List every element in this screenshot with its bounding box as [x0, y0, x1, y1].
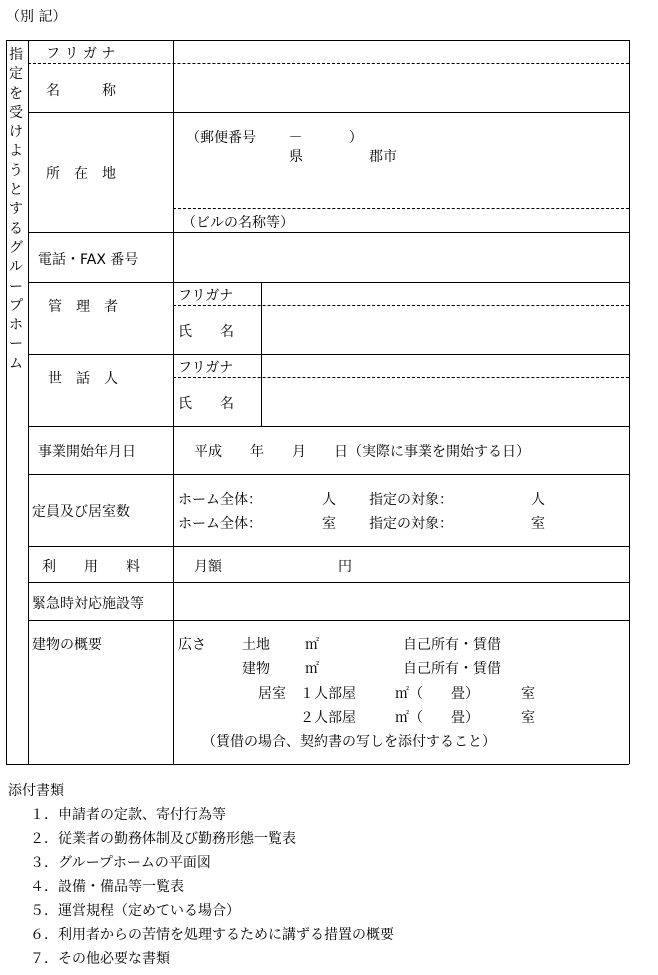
- vertical-label-char: ー: [9, 336, 23, 353]
- building-building-sqm: ㎡: [305, 661, 319, 677]
- row-divider: [28, 112, 629, 113]
- capacity-target-people-label: 指定の対象：: [369, 492, 453, 508]
- row-divider: [28, 546, 629, 547]
- dashed-divider: [28, 63, 629, 64]
- vertical-label-char: ホ: [9, 317, 23, 334]
- attachment-item: １．申請者の定款、寄付行為等: [30, 807, 226, 823]
- vertical-label-char: す: [9, 201, 23, 218]
- building-land-label: 土地: [242, 637, 270, 653]
- building-double-room-label: ２人部屋: [300, 710, 356, 726]
- capacity-home-people-label: ホーム全体：: [178, 492, 262, 508]
- table-border-bottom: [6, 764, 629, 765]
- building-building-ownership: 自己所有・賃借: [403, 661, 501, 677]
- capacity-label: 定員及び居室数: [32, 504, 130, 520]
- start-date-value: 平成 年 月 日（実際に事業を開始する日）: [194, 444, 530, 460]
- start-date-label: 事業開始年月日: [38, 444, 136, 460]
- attachment-item: ５．運営規程（定めている場合）: [30, 903, 240, 919]
- attachment-item: ２．従業者の勤務体制及び勤務形態一覧表: [30, 831, 296, 847]
- vertical-label-char: ー: [9, 278, 23, 295]
- building-double-room-unit: 室: [521, 710, 535, 726]
- fee-monthly-label: 月額: [194, 559, 222, 575]
- attachments-title: 添付書類: [8, 783, 64, 799]
- furigana-label: フ リ ガ ナ: [46, 46, 116, 62]
- building-land-ownership: 自己所有・賃借: [403, 637, 501, 653]
- building-size-label: 広さ: [178, 637, 206, 653]
- building-single-room-sqm: ㎡（ 畳）: [395, 686, 479, 702]
- vertical-label-char: 定: [9, 66, 23, 83]
- vertical-label-group-home: [6, 46, 26, 374]
- column-divider-label: [173, 40, 174, 764]
- building-single-room-unit: 室: [521, 686, 535, 702]
- postal-code-field: （郵便番号 － ）: [186, 130, 363, 146]
- row-divider: [28, 620, 629, 621]
- building-room-label: 居室: [258, 686, 286, 702]
- vertical-label-char: グ: [9, 239, 23, 256]
- caretaker-label: 世 話 人: [48, 371, 118, 387]
- prefecture-label: 県: [289, 149, 303, 165]
- building-building-label: 建物: [242, 661, 270, 677]
- building-land-sqm: ㎡: [305, 637, 319, 653]
- capacity-home-rooms-unit: 室: [322, 516, 336, 532]
- building-lease-note: （賃借の場合、契約書の写しを添付すること）: [202, 734, 496, 750]
- building-overview-label: 建物の概要: [32, 637, 102, 653]
- phone-fax-label: 電話・FAX 番号: [38, 252, 139, 268]
- vertical-label-char: 指: [9, 47, 23, 63]
- address-label: 所 在 地: [46, 166, 116, 182]
- city-label: 郡市: [369, 149, 397, 165]
- emergency-facility-label: 緊急時対応施設等: [32, 596, 144, 612]
- vertical-label-char: る: [9, 220, 23, 237]
- attachment-item: ４．設備・備品等一覧表: [30, 879, 184, 895]
- dashed-divider: [173, 208, 629, 209]
- vertical-label-char: 受: [9, 104, 23, 121]
- attachment-item: ３．グループホームの平面図: [30, 855, 211, 871]
- table-border-top: [6, 40, 629, 41]
- manager-furigana-label: フリガナ: [178, 288, 234, 304]
- row-divider: [28, 354, 629, 355]
- attachment-item: ７．その他必要な書類: [30, 951, 170, 967]
- capacity-target-people-unit: 人: [531, 492, 545, 508]
- manager-label: 管 理 者: [48, 299, 118, 315]
- capacity-target-rooms-unit: 室: [531, 516, 545, 532]
- column-divider-vertical-label: [28, 40, 29, 764]
- building-double-room-sqm: ㎡（ 畳）: [395, 710, 479, 726]
- vertical-label-char: け: [9, 124, 23, 141]
- fee-unit: 円: [338, 559, 352, 575]
- building-name-field: （ビルの名称等）: [182, 215, 294, 231]
- dashed-divider: [173, 377, 629, 378]
- capacity-target-rooms-label: 指定の対象：: [369, 516, 453, 532]
- capacity-home-rooms-label: ホーム全体：: [178, 516, 262, 532]
- manager-name-label: 氏 名: [178, 324, 234, 340]
- vertical-label-char: う: [9, 162, 23, 179]
- caretaker-name-label: 氏 名: [178, 396, 234, 412]
- vertical-label-char: ル: [9, 259, 23, 276]
- vertical-label-char: を: [9, 85, 23, 102]
- capacity-home-people-unit: 人: [322, 492, 336, 508]
- table-border-right: [629, 40, 630, 764]
- attachment-item: ６．利用者からの苦情を処理するために講ずる措置の概要: [30, 927, 394, 943]
- dashed-divider: [173, 305, 629, 306]
- caretaker-furigana-label: フリガナ: [178, 360, 234, 376]
- row-divider: [28, 282, 629, 283]
- vertical-label-char: よ: [9, 143, 23, 160]
- vertical-label-char: ム: [9, 355, 23, 372]
- vertical-label-char: と: [9, 182, 23, 199]
- row-divider: [28, 582, 629, 583]
- row-divider: [28, 474, 629, 475]
- row-divider: [28, 426, 629, 427]
- row-divider: [28, 232, 629, 233]
- name-label: 名 称: [46, 83, 116, 99]
- vertical-label-char: プ: [9, 297, 23, 314]
- fee-label: 利 用 料: [42, 559, 140, 575]
- document-note: （別 記）: [6, 9, 67, 25]
- building-single-room-label: １人部屋: [300, 686, 356, 702]
